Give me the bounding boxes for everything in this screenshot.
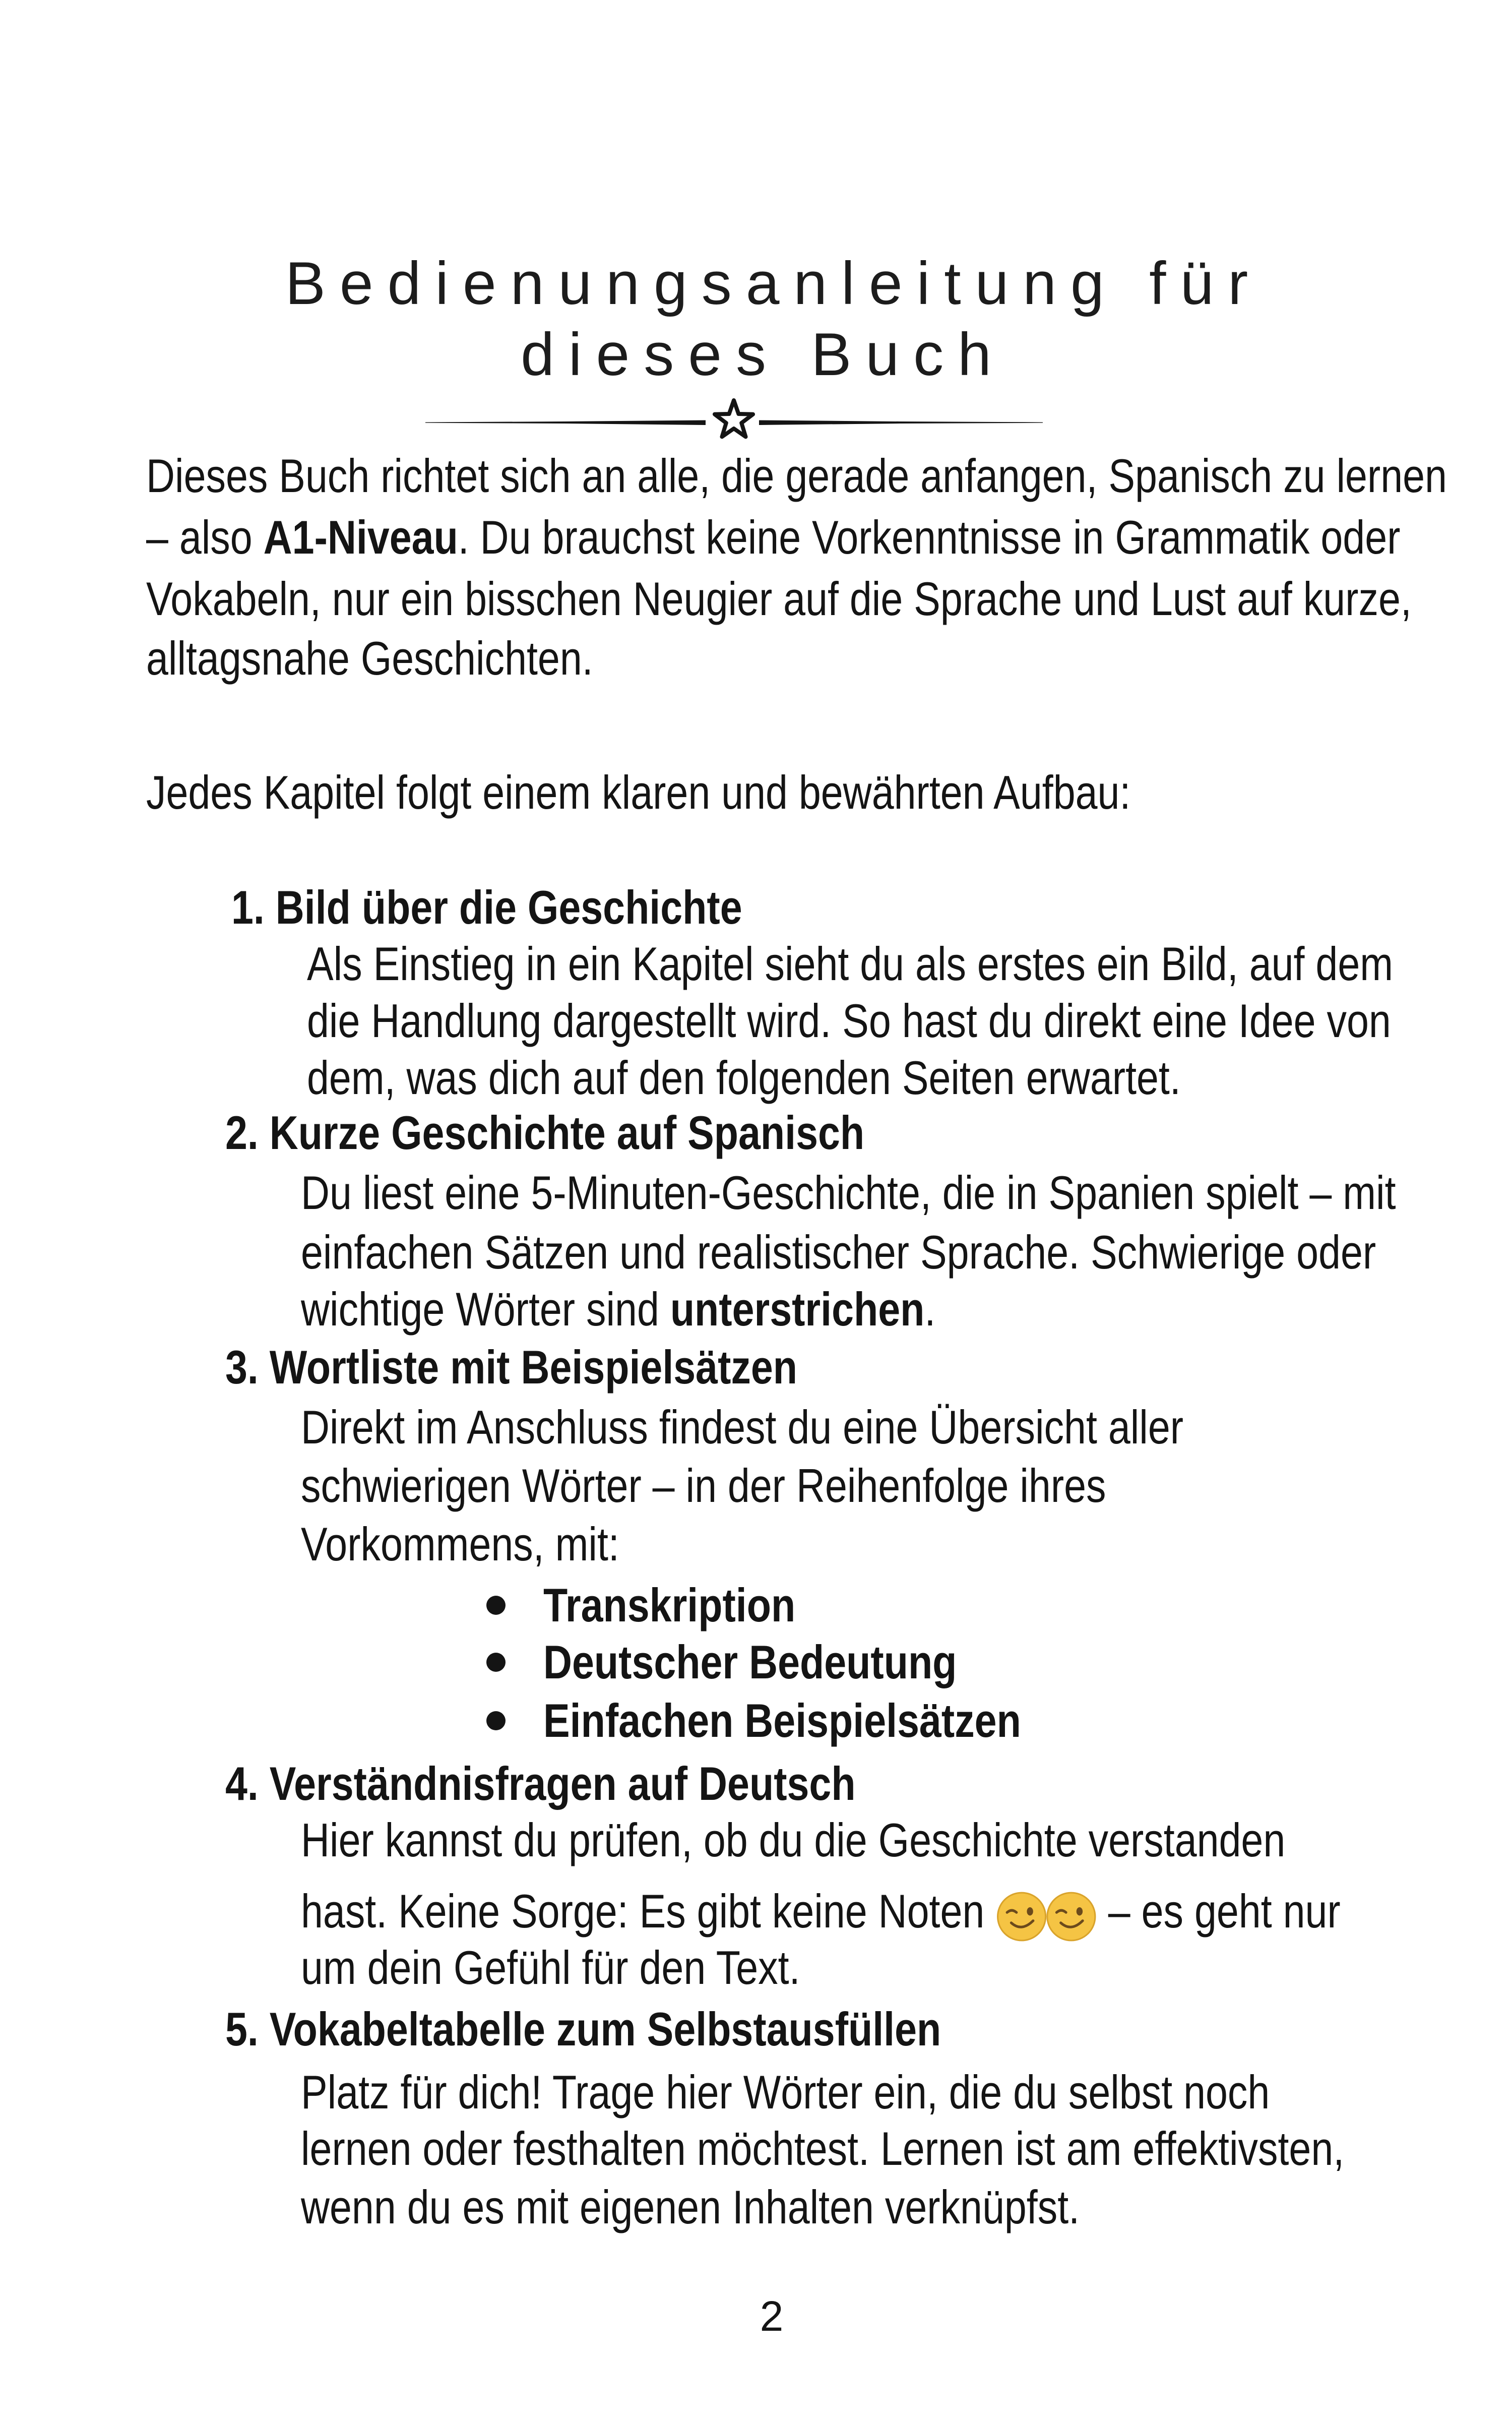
step-3-heading: 3. Wortliste mit Beispielsätzen	[225, 1341, 798, 1394]
step-1-heading: 1. Bild über die Geschichte	[231, 881, 742, 934]
bullet-icon	[486, 1596, 506, 1615]
bullet-item-transcription: Transkription	[543, 1579, 796, 1631]
intro-line-1: Dieses Buch richtet sich an alle, die gerade anfangen, Spanisch zu lernen	[146, 449, 1447, 502]
step-1-line-2: die Handlung dargestellt wird. So hast du direkt eine Idee von	[307, 994, 1391, 1047]
structure-intro: Jedes Kapitel folgt einem klaren und bewährten Aufbau:	[146, 766, 1131, 819]
step-4-line-1: Hier kannst du prüfen, ob du die Geschichte verstanden	[301, 1813, 1286, 1866]
title-divider	[413, 398, 1058, 449]
step-1-line-3: dem, was dich auf den folgenden Seiten erwartet.	[307, 1051, 1181, 1104]
bullet-icon	[486, 1653, 506, 1672]
level-highlight: A1-Niveau	[263, 511, 458, 564]
star-icon	[715, 400, 753, 437]
intro-line-2-end: . Du brauchst keine Vorkenntnisse in Grammatik oder	[458, 511, 1401, 564]
winking-face-icon	[995, 1891, 1047, 1943]
step-3-line-1: Direkt im Anschluss findest du eine Übersicht aller	[301, 1401, 1184, 1454]
page-title-line-1: Bedienungsanleitung für	[285, 250, 1263, 317]
step-3-line-3: Vorkommens, mit:	[301, 1518, 619, 1570]
page-title-line-2: dieses Buch	[521, 321, 1005, 388]
winking-face-icon	[1045, 1891, 1097, 1943]
step-2-line-3	[301, 1279, 935, 1340]
step-5-heading: 5. Vokabeltabelle zum Selbstausfüllen	[225, 2003, 941, 2055]
intro-line-2-start: – also	[146, 511, 264, 564]
page-number: 2	[760, 2292, 784, 2340]
step-5-line-1: Platz für dich! Trage hier Wörter ein, die du selbst noch	[301, 2066, 1270, 2119]
step-3-line-2: schwierigen Wörter – in der Reihenfolge ihres	[301, 1459, 1106, 1512]
step-2-line-1: Du liest eine 5-Minuten-Geschichte, die in Spanien spielt – mit	[301, 1166, 1396, 1219]
bullet-icon	[486, 1711, 506, 1730]
bullet-item-meaning: Deutscher Bedeutung	[543, 1636, 957, 1688]
step-2-heading: 2. Kurze Geschichte auf Spanisch	[225, 1106, 865, 1159]
step-4-heading: 4. Verständnisfragen auf Deutsch	[225, 1757, 856, 1810]
intro-line-2	[146, 507, 1400, 568]
step-1-line-1: Als Einstieg in ein Kapitel sieht du als erstes ein Bild, auf dem	[307, 937, 1394, 990]
bullet-item-examples: Einfachen Beispielsätzen	[543, 1694, 1021, 1747]
step-4-line-2-start: hast. Keine Sorge: Es gibt keine Noten	[301, 1885, 996, 1938]
step-2-line-3-end: .	[924, 1283, 936, 1336]
intro-line-4: alltagsnahe Geschichten.	[146, 632, 593, 685]
intro-line-3: Vokabeln, nur ein bisschen Neugier auf die Sprache und Lust auf kurze,	[146, 572, 1412, 625]
divider-left-line	[425, 420, 706, 426]
step-4-line-2	[301, 1881, 1341, 1942]
step-4-line-3: um dein Gefühl für den Text.	[301, 1941, 800, 1994]
step-5-line-3: wenn du es mit eigenen Inhalten verknüpfst.	[301, 2181, 1080, 2233]
step-5-line-2: lernen oder festhalten möchtest. Lernen ist am effektivsten,	[301, 2122, 1345, 2175]
step-4-line-2-end: – es geht nur	[1097, 1885, 1341, 1938]
step-2-line-2: einfachen Sätzen und realistischer Sprache. Schwierige oder	[301, 1226, 1376, 1279]
step-2-line-3-start: wichtige Wörter sind	[301, 1283, 670, 1336]
underlined-term-highlight: unterstrichen	[670, 1283, 925, 1336]
divider-right-line	[759, 420, 1043, 426]
